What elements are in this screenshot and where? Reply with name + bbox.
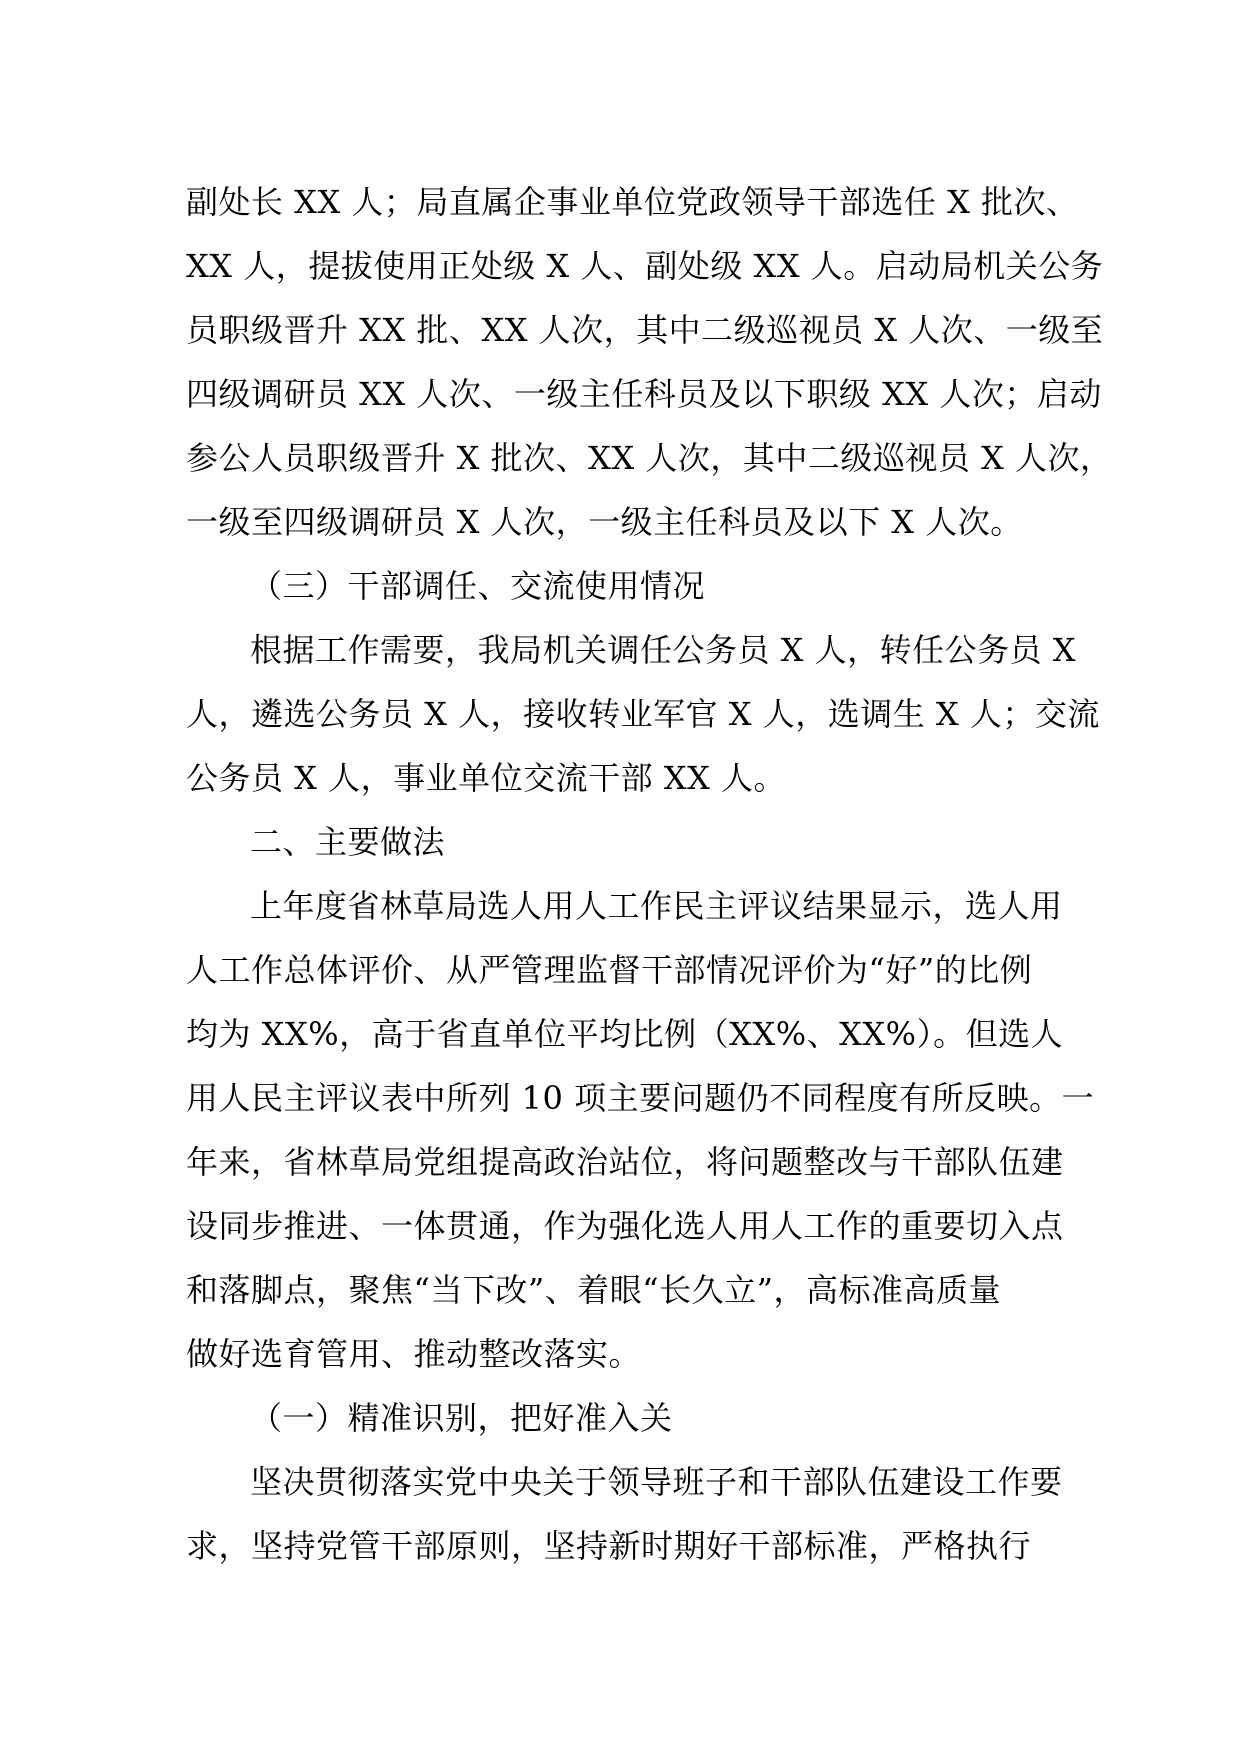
text-line: 人工作总体评价、从严管理监督干部情况评价为“好”的比例 [186,951,1033,989]
body-text [186,170,1113,1578]
text-line: 根据工作需要，我局机关调任公务员 X 人，转任公务员 X [250,631,1077,669]
section-heading: （三）干部调任、交流使用情况 [250,567,706,605]
text-line: 上年度省林草局选人用人工作民主评议结果显示，选人用 [250,887,1063,925]
text-line: XX 人，提拔使用正处级 X 人、副处级 XX 人。启动局机关公务 [186,247,1104,285]
text-line: 用人民主评议表中所列 10 项主要问题仍不同程度有所反映。一 [186,1079,1095,1117]
text-line: 员职级晋升 XX 批、XX 人次，其中二级巡视员 X 人次、一级至 [186,311,1104,349]
text-line: 参公人员职级晋升 X 批次、XX 人次，其中二级巡视员 X 人次， [186,439,1113,477]
text-line: 均为 XX%，高于省直单位平均比例（XX%、XX%）。但选人 [186,1015,1064,1053]
text-line: 副处长 XX 人；局直属企事业单位党政领导干部选任 X 批次、 [186,183,1079,221]
text-line: 年来，省林草局党组提高政治站位，将问题整改与干部队伍建 [186,1143,1064,1181]
text-line: 公务员 X 人，事业单位交流干部 XX 人。 [186,759,787,797]
text-line: 求，坚持党管干部原则，坚持新时期好干部标准，严格执行 [186,1527,1032,1565]
section-heading: 二、主要做法 [250,823,446,861]
text-line: 一级至四级调研员 X 人次，一级主任科员及以下 X 人次。 [186,503,1023,541]
text-line: 四级调研员 XX 人次、一级主任科员及以下职级 XX 人次；启动 [186,375,1102,413]
text-line: 设同步推进、一体贯通，作为强化选人用人工作的重要切入点 [186,1207,1064,1245]
text-line: 坚决贯彻落实党中央关于领导班子和干部队伍建设工作要 [250,1463,1063,1501]
section-heading: （一）精准识别，把好准入关 [250,1399,673,1437]
text-line: 人，遴选公务员 X 人，接收转业军官 X 人，选调生 X 人；交流 [186,695,1100,733]
text-line: 做好选育管用、推动整改落实。 [186,1335,642,1373]
text-line: 和落脚点，聚焦“当下改”、着眼“长久立”，高标准高质量 [186,1271,1001,1309]
